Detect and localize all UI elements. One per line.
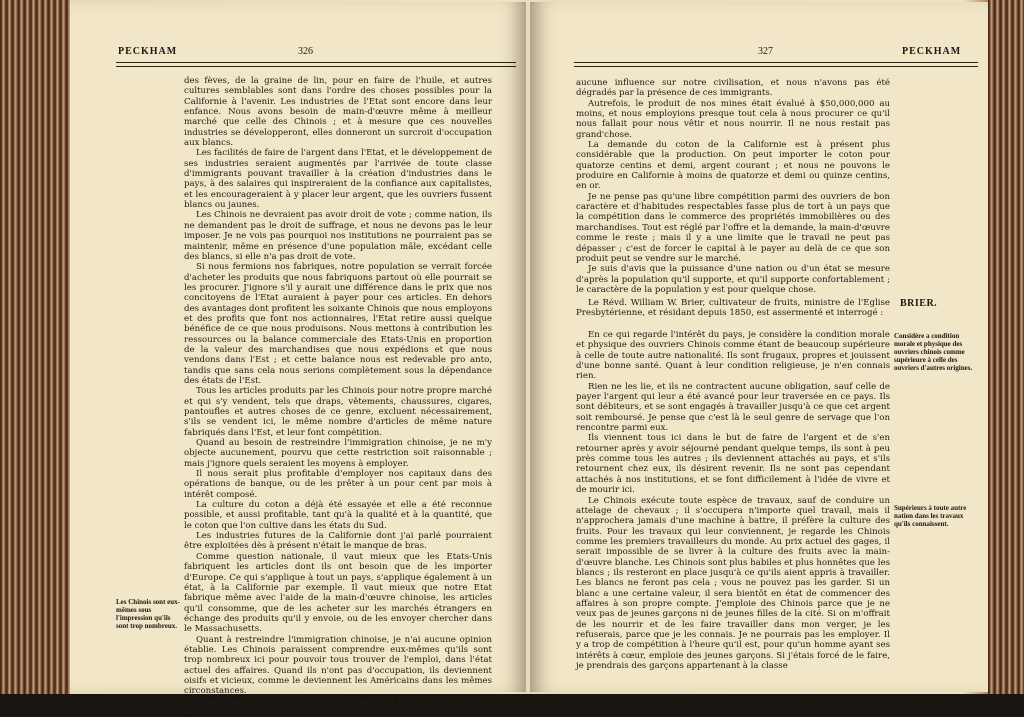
paragraph: des fèves, de la graine de lin, pour en faire de l'huile, et autres cultures semblables sont dans l'ordre des choses possibles pour la Californie à l'avenir. Les industries de l'Etat sont encore dans leur enfance. Nous avons besoin de main-d'œuvre même à meilleur marché que celle des Chinois ; et à mesure que ces nouvelles industries se développeront, elles donneront un surcroit d'occupation aux blancs. [184, 76, 492, 149]
left-running-head: PECKHAM [118, 46, 178, 57]
right-body-text-top [576, 78, 890, 295]
paragraph: L'immigration des Chinois pendant les vingt dernières années n'a ou [184, 696, 492, 717]
left-page-edges [0, 0, 70, 694]
witness-name: BRIER. [900, 298, 938, 309]
paragraph: Je ne pense pas qu'une libre compétition parmi des ouvriers de bon caractère et d'habitudes respectables fasse plus de tort à un pays que la compétition dans le commerce des propriétés immobilières ou des marchandises. Tout est réglé par l'offre et la demande, la main-d'œuvre comme le reste ; mais il y a une limite que le travail ne peut pas dépasser ; c'est de forcer le capital à le payer au delà de ce que son produit peut se vendre sur le marché. [576, 191, 890, 264]
paragraph: Les industries futures de la Californie dont j'ai parlé pourraient être exploitées dès à présent n'était le manque de bras. [184, 531, 492, 552]
right-page [530, 2, 988, 692]
right-header-rule-thin [574, 66, 978, 67]
left-body-text [184, 76, 492, 717]
right-margin-note-2: Supérieurs à toute autre nation dans les travaux qu'ils connaissent. [894, 504, 967, 528]
paragraph: Les Chinois ne devraient pas avoir droit de vote ; comme nation, ils ne demandent pas le droit de suffrage, et nous ne devons pas le leur imposer. Je ne vois pas pourquoi nos institutions ne pourraient pas se maintenir, même en présence d'une population mâle, excédant celle des blancs, si elle n'a pas droit de vote. [184, 210, 492, 262]
paragraph: Autrefois, le produit de nos mines était évalué à $50,000,000 au moins, et nous employions presque tout cela à nous procurer ce qu'il nous fallait pour nous vêtir et nous nourrir. Il ne nous restait pas grand'chose. [576, 98, 890, 140]
paragraph: La demande du coton de la Californie est à présent plus considérable que la production. On peut importer le coton pour quatorze centins et demi, argent courant ; et nous ne pouvons le produire en Californie à moins de quatorze et demi ou quinze centins, en or. [576, 140, 890, 192]
left-margin-note: Les Chinois sont eux-mêmes sous l'impression qu'ils sont trop nombreux. [116, 598, 180, 630]
paragraph: Il nous serait plus profitable d'employer nos capitaux dans des opérations de banque, ou de les prêter à un pour cent par mois à intérêt composé. [184, 469, 492, 500]
left-header-rule [116, 62, 516, 63]
paragraph: Quand au besoin de restreindre l'immigration chinoise, je ne m'y objecte aucunement, pourvu que cette restriction soit raisonnable ; mais j'ignore quels seraient les moyens à employer. [184, 438, 492, 469]
paragraph: En ce qui regarde l'intérêt du pays, je considère la condition morale et physique des ouvriers Chinois comme étant de beaucoup supérieure à celle de toute autre nationalité. Ils sont frugaux, propres et jouissent d'une bonne santé. Quant à leur condition religieuse, je n'en connais rien. [576, 330, 890, 382]
paragraph: aucune influence sur notre civilisation, et nous n'avons pas été dégradés par la présence de ces immigrants. [576, 78, 890, 99]
testimony-intro [576, 298, 890, 319]
paragraph: Rien ne les lie, et ils ne contractent aucune obligation, sauf celle de payer l'argent qui leur a été avancé pour leur traversée en ce pays. Ils sont débiteurs, et se sont engagés à travailler jusqu'à ce que cet argent soit remboursé. Je pense que c'est là le seul genre de servage que l'on rencontre parmi eux. [576, 381, 890, 434]
right-margin-note-1: Considère a condition morale et physique des ouvriers chinois comme supérieure à celle des ouvriers d'autres origines. [894, 332, 973, 372]
paragraph: Quant à restreindre l'immigration chinoise, je n'ai aucune opinion établie. Les Chinois paraissent comprendre eux-mêmes qu'ils sont trop nombreux ici pour pouvoir tous trouver de l'emploi, dans l'état actuel des affaires. Quand ils n'ont pas d'occupation, ils deviennent oisifs et vicieux, comme le deviennent les Américains dans les mêmes circonstances. [184, 634, 492, 697]
paragraph: Ils viennent tous ici dans le but de faire de l'argent et de s'en retourner après y avoir séjourné pendant quelque temps, ils sont à peu près comme tous les autres ; ils deviennent attachés au pays, et s'ils retournent chez eux, ils désirent revenir. Ils ne sont pas cependant attachés à nos institutions, et se font difficilement à l'idée de vivre et de mourir ici. [576, 433, 890, 496]
witness-intro: Le Révd. William W. Brier, cultivateur de fruits, ministre de l'Eglise Presbytérienne, et résidant depuis 1850, est assermenté et interrogé : [576, 298, 890, 319]
left-page [70, 2, 526, 717]
right-running-head: PECKHAM [902, 46, 962, 57]
right-body-text-bottom [576, 330, 890, 671]
paragraph: La culture du coton a déjà été essayée et elle a été reconnue possible, et aussi profitable, tant qu'à la qualité et à la quantité, que le coton que l'on cultive dans les états du Sud. [184, 500, 492, 531]
left-page-number: 326 [298, 46, 313, 57]
right-page-edges [988, 0, 1024, 694]
right-page-number: 327 [758, 46, 773, 57]
paragraph: Si nous fermions nos fabriques, notre population se verrait forcée d'acheter les produits que nous fabriquons partout où elle pourrait se les procurer. J'ignore s'il y aurait une différence dans le prix que nos concitoyens de l'Etat auraient à payer pour ces articles. En dehors des avantages dont profitent les soixante Chinois que nous employons et des profits que font nos actionnaires, l'Etat retire aussi quelque bénéfice de ce que nous produisons. Nous mettons à contribution les ressources ou la balance commerciale des Etats-Unis en proportion de la valeur des marchandises que nous expédions et que nous vendons dans l'Est ; et cette balance nous est redevable pro anto, tandis que sans cela nous serions complètement sous la dépendance des états de l'Est. [184, 262, 492, 386]
paragraph: Je suis d'avis que la puissance d'une nation ou d'un état se mesure d'après la population qu'il supporte, et qu'il supporte confortablement ; le caractère de la population y est pour quelque chose. [576, 264, 890, 295]
right-header-rule [574, 62, 978, 63]
left-header-rule-thin [116, 66, 516, 67]
paragraph: Comme question nationale, il vaut mieux que les Etats-Unis fabriquent les articles dont ils ont besoin que de les importer d'Europe. Ce qui s'applique à tout un pays, s'applique également à un état, à la Californie par exemple. Il vaut mieux que notre Etat fabrique même avec l'aide de la main-d'œuvre chinoise, les articles qu'il consomme, que de les acheter sur les marchés étrangers en échange des produits qu'il y envoie, ou de les envoyer chercher dans le Massachusetts. [184, 551, 492, 635]
paragraph: Tous les articles produits par les Chinois pour notre propre marché et qui s'y vendent, tels que draps, vêtements, chaussures, cigares, pantoufles et autres choses de ce genre, excluent nécessairement, s'ils se vendent ici, le même nombre d'articles de même nature fabriqués dans l'Est, et leur font compétition. [184, 386, 492, 438]
paragraph: Le Chinois exécute toute espèce de travaux, sauf de conduire un attelage de chevaux ; il s'occupera n'importe quel travail, mais il n'approchera jamais d'une machine à battre, il préfère la culture des fruits. Pour les travaux qui leur conviennent, je regarde les Chinois comme les premiers travailleurs du monde. Au prix actuel des gages, il serait impossible de se livrer à la culture des fruits avec la main-d'œuvre blanche. Les Chinois sont plus habiles et plus honnêtes que les blancs ; ils resteront en place jusqu'à ce qu'ils aient appris à travailler. Les blancs ne feront pas cela ; vous ne pouvez pas les garder. Si un blanc a une certaine valeur, il sera bientôt en état de commencer des affaires à son propre compte. J'emploie des Chinois parce que je ne veux pas de jeunes garçons ni de jeunes filles de la cité. Si on m'offrait de les nourrir et de les faire travailler dans mon verger, je les refuserais, parce que je les connais. Je ne pourrais pas les employer. Il y a trop de compétition à l'heure qu'il est, pour qu'un homme ayant ses intérêts à cœur, emploie des jeunes garçons. Si j'étais forcé de le faire, je prendrais des garçons appartenant à la classe [576, 495, 890, 671]
paragraph: Les facilités de faire de l'argent dans l'Etat, et le développement de ses industries seraient augmentés par l'arrivée de toute classe d'immigrants pouvant travailler à la création d'industries dans le pays, à des salaires qui inspireraient de la confiance aux capitalistes, et les encourageraient à y placer leur argent, que les ouvriers fussent blancs ou jaunes. [184, 148, 492, 211]
